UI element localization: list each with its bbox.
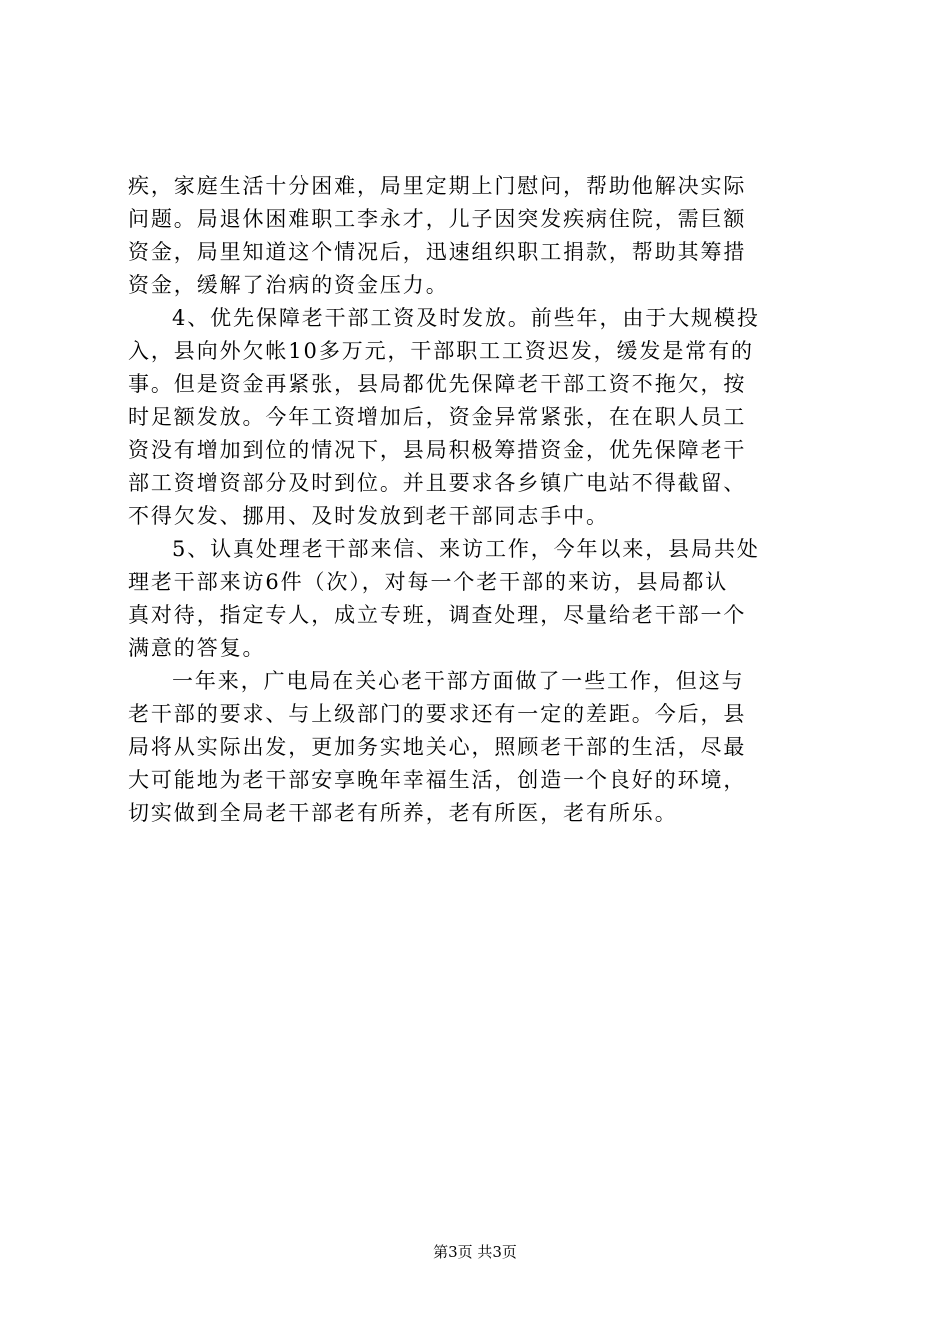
text-line: 切实做到全局老干部老有所养，老有所医，老有所乐。 (128, 801, 678, 825)
page-footer (0, 1242, 950, 1262)
text-line: 大可能地为老干部安享晚年幸福生活，创造一个良好的环境， (128, 768, 747, 792)
text-line: 疾，家庭生活十分困难，局里定期上门慰问，帮助他解决实际 (128, 174, 747, 198)
page-number: 第3页 共3页 (433, 1243, 517, 1261)
text-line: 一年来，广电局在关心老干部方面做了一些工作，但这与 (172, 669, 745, 693)
text-line: 资金，局里知道这个情况后，迅速组织职工捐款，帮助其筹措 (128, 240, 747, 264)
text-line: 事。但是资金再紧张，县局都优先保障老干部工资不拖欠，按 (128, 372, 747, 396)
text-line: 不得欠发、挪用、及时发放到老干部同志手中。 (128, 504, 609, 528)
document-body (128, 170, 828, 830)
text-line: 理老干部来访6件（次），对每一个老干部的来访，县局都认 (128, 570, 729, 594)
text-line: 资没有增加到位的情况下，县局积极筹措资金，优先保障老干 (128, 438, 747, 462)
text-line: 真对待，指定专人，成立专班，调查处理，尽量给老干部一个 (128, 603, 747, 627)
text-line: 时足额发放。今年工资增加后，资金异常紧张，在在职人员工 (128, 405, 747, 429)
text-line: 局将从实际出发，更加务实地关心，照顾老干部的生活，尽最 (128, 735, 747, 759)
text-line: 5、认真处理老干部来信、来访工作，今年以来，县局共处 (172, 537, 760, 561)
text-line: 部工资增资部分及时到位。并且要求各乡镇广电站不得截留、 (128, 471, 747, 495)
text-line: 入，县向外欠帐10多万元，干部职工工资迟发，缓发是常有的 (128, 339, 754, 363)
text-line: 问题。局退休困难职工李永才，儿子因突发疾病住院，需巨额 (128, 207, 747, 231)
text-line: 满意的答复。 (128, 636, 266, 660)
text-line: 4、优先保障老干部工资及时发放。前些年，由于大规模投 (172, 306, 760, 330)
text-line: 资金，缓解了治病的资金压力。 (128, 273, 449, 297)
text-line: 老干部的要求、与上级部门的要求还有一定的差距。今后，县 (128, 702, 747, 726)
